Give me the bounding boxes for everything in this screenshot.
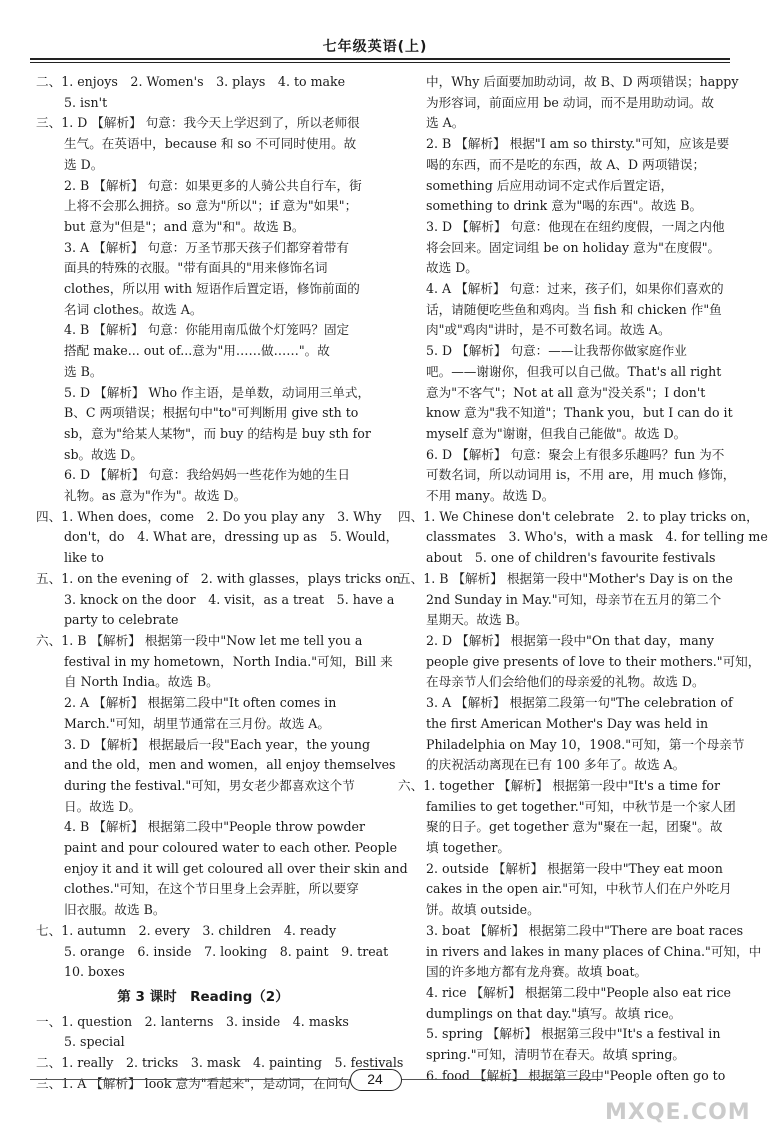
answer-line: 3. D 【解析】 根据最后一段"Each year，the young: [64, 736, 371, 752]
answer-line: 3. A 【解析】 句意：万圣节那天孩子们都穿着带有: [64, 239, 349, 255]
answer-line: 填 together。: [426, 840, 510, 856]
answer-line: 选 A。: [426, 115, 465, 131]
answer-line: about 5. one of children's favourite festivals: [426, 550, 716, 566]
answer-line: 4. rice 【解析】 根据第二段中"People also eat rice: [426, 984, 731, 1000]
answer-line: clothes."可知，在这个节日里身上会弄脏，所以要穿: [64, 881, 359, 897]
answer-line: 在母亲节人们会给他们的母亲爱的礼物。故选 D。: [426, 674, 705, 690]
section-heading: 第 3 课时 Reading（2）: [117, 988, 289, 1005]
answer-line: 选 B。: [64, 363, 103, 379]
answer-line: 四、1. We Chinese don't celebrate 2. to play tricks on，: [398, 508, 759, 524]
answer-line: something 后应用动词不定式作后置定语，: [426, 177, 674, 193]
answer-line: 2. A 【解析】 根据第二段中"It often comes in: [64, 695, 337, 711]
answer-line: 为形容词，前面应用 be 动词，而不是用助动词。故: [426, 94, 714, 110]
answer-line: party to celebrate: [64, 612, 179, 628]
answer-line: enjoy it and it will get coloured all over their skin and: [64, 860, 408, 876]
answer-line: but 意为"但是"；and 意为"和"。故选 B。: [64, 218, 305, 234]
answer-line: in rivers and lakes in many places of China."可知，中: [426, 943, 762, 959]
answer-line: dumplings on that day."填写。故填 rice。: [426, 1005, 682, 1021]
answer-line: sb，意为"给某人某物"，而 buy 的结构是 buy sth for: [64, 425, 371, 441]
answer-line: 4. B 【解析】 根据第二段中"People throw powder: [64, 819, 366, 835]
answer-line: 5. special: [64, 1034, 125, 1050]
answer-line: 七、1. autumn 2. every 3. children 4. ready: [36, 922, 337, 938]
answer-line: 4. B 【解析】 句意：你能用南瓜做个灯笼吗？固定: [64, 322, 350, 338]
answer-line: 旧衣服。故选 B。: [64, 902, 166, 918]
answer-line: 聚的日子。get together 意为"聚在一起，团聚"。故: [426, 819, 723, 835]
answer-line: 6. D 【解析】 句意：聚会上有很多乐趣吗？fun 为不: [426, 446, 725, 462]
answer-line: 自 North India。故选 B。: [64, 674, 219, 690]
answer-line: 肉"或"鸡肉"讲时，是不可数名词。故选 A。: [426, 322, 671, 338]
answer-line: March."可知，胡里节通常在三月份。故选 A。: [64, 715, 330, 731]
page-header: [0, 0, 750, 56]
answer-line: B、C 两项错误；根据句中"to"可判断用 give sth to: [64, 405, 359, 421]
answer-line: 六、1. B 【解析】 根据第一段中"Now let me tell you a: [36, 632, 363, 648]
footer-rule-left: [30, 1079, 348, 1080]
right-column: [398, 72, 768, 1086]
answer-line: 3. D 【解析】 句意：他现在在纽约度假，一周之内他: [426, 218, 725, 234]
answer-line: festival in my hometown，North India."可知，Bill 来: [64, 653, 393, 669]
answer-line: paint and pour coloured water to each other. People: [64, 840, 398, 856]
answer-line: 意为"不客气"；Not at all 意为"没关系"；I don't: [426, 384, 706, 400]
answer-line: 四、1. When does，come 2. Do you play any 3. Why: [36, 508, 382, 524]
answer-line: 一、1. question 2. lanterns 3. inside 4. masks: [36, 1013, 349, 1029]
answer-line: 2. B 【解析】 句意：如果更多的人骑公共自行车，街: [64, 177, 362, 193]
answer-line: 将会回来。固定词组 be on holiday 意为"在度假"。: [426, 239, 721, 255]
answer-line: 三、1. A 【解析】 look 意为"看起来"，是动词，在问句: [36, 1075, 351, 1091]
answer-line: 5. orange 6. inside 7. looking 8. paint 9. treat: [64, 943, 389, 959]
watermark-logo: MXQE.COM: [605, 1100, 751, 1125]
answer-line: 故选 D。: [426, 260, 478, 276]
answer-line: don't，do 4. What are，dressing up as 5. Would，: [64, 529, 399, 545]
answer-line: 6. food 【解析】 根据第三段中"People often go to: [426, 1067, 726, 1083]
header-rule: [30, 58, 730, 60]
answer-line: spring."可知，清明节在春天。故填 spring。: [426, 1047, 686, 1063]
answer-line: 日。故选 D。: [64, 798, 142, 814]
answer-line: 话，请随便吃些鱼和鸡肉。当 fish 和 chicken 作"鱼: [426, 301, 722, 317]
answer-line: 吧。——谢谢你，但我可以自己做。That's all right: [426, 363, 722, 379]
answer-line: 2nd Sunday in May."可知，母亲节在五月的第二个: [426, 591, 722, 607]
answer-line: 5. isn't: [64, 94, 108, 110]
answer-line: 国的许多地方都有龙舟赛。故填 boat。: [426, 964, 648, 980]
answer-line: 6. D 【解析】 句意：我给妈妈一些花作为她的生日: [64, 467, 350, 483]
answer-line: 二、1. enjoys 2. Women's 3. plays 4. to make: [36, 74, 346, 89]
answer-line: 2. D 【解析】 根据第一段中"On that day，many: [426, 632, 714, 648]
answer-line: 的庆祝活动离现在已有 100 多年了。故选 A。: [426, 757, 686, 773]
answer-line: 生气。在英语中，because 和 so 不可同时使用。故: [64, 136, 357, 152]
answer-line: like to: [64, 550, 104, 566]
answer-line: 三、1. D 【解析】 句意：我今天上学迟到了，所以老师很: [36, 115, 360, 131]
answer-line: 不用 many。故选 D。: [426, 488, 555, 504]
footer-rule-right: [402, 1079, 602, 1080]
answer-line: 二、1. really 2. tricks 3. mask 4. painting 5. festivals: [36, 1055, 404, 1071]
answer-line: Philadelphia on May 10，1908."可知，第一个母亲节: [426, 736, 745, 752]
answer-line: know 意为"我不知道"；Thank you，but I can do it: [426, 405, 733, 421]
answer-line: 喝的东西，而不是吃的东西，故 A、D 两项错误；: [426, 156, 706, 172]
answer-line: clothes，所以用 with 短语作后置定语，修饰前面的: [64, 281, 360, 297]
page-number: 24: [367, 1071, 383, 1087]
answer-line: classmates 3. Who's，with a mask 4. for telling me: [426, 529, 768, 545]
answer-line: 五、1. B 【解析】 根据第一段中"Mother's Day is on the: [398, 570, 733, 586]
answer-line: 选 D。: [64, 156, 104, 172]
answer-line: 六、1. together 【解析】 根据第一段中"It's a time for: [398, 777, 720, 793]
answer-line: families to get together."可知，中秋节是一个家人团: [426, 798, 736, 814]
answer-line: cakes in the open air."可知，中秋节人们在户外吃月: [426, 881, 732, 897]
answer-line: 10. boxes: [64, 964, 125, 980]
answer-line: myself 意为"谢谢，但我自己能做"。故选 D。: [426, 425, 687, 441]
answer-line: something to drink 意为"喝的东西"。故选 B。: [426, 198, 703, 214]
answer-line: 面具的特殊的衣服。"带有面具的"用来修饰名词: [64, 260, 328, 276]
answer-line: during the festival."可知，男女老少都喜欢这个节: [64, 777, 355, 793]
answer-line: 名词 clothes。故选 A。: [64, 301, 203, 317]
answer-line: 星期天。故选 B。: [426, 612, 528, 628]
answer-line: 可数名词，所以动词用 is，不用 are，用 much 修饰，: [426, 467, 736, 483]
answer-line: 中，Why 后面要加助动词，故 B、D 两项错误；happy: [426, 74, 739, 89]
answer-line: 3. boat 【解析】 根据第二段中"There are boat races: [426, 922, 744, 938]
answer-line: 五、1. on the evening of 2. with glasses，plays tricks on: [36, 570, 401, 586]
answer-line: 2. B 【解析】 根据"I am so thirsty."可知，应该是要: [426, 136, 730, 152]
header-rule-thin: [30, 62, 730, 63]
answer-line: sb。故选 D。: [64, 446, 143, 462]
answer-line: 饼。故填 outside。: [426, 902, 540, 918]
page-title: 七年级英语(上): [322, 39, 428, 55]
answer-line: 搭配 make... out of...意为"用……做……"。故: [64, 343, 330, 359]
answer-line: and the old，men and women，all enjoy themselves: [64, 757, 396, 773]
answer-line: the first American Mother's Day was held in: [426, 715, 709, 731]
answer-line: 2. outside 【解析】 根据第一段中"They eat moon: [426, 860, 723, 876]
answer-line: 3. A 【解析】 根据第二段第一句"The celebration of: [426, 695, 733, 711]
answer-line: 5. D 【解析】 Who 作主语，是单数，动词用三单式，: [64, 384, 371, 400]
answer-line: 4. A 【解析】 句意：过来，孩子们，如果你们喜欢的: [426, 281, 724, 297]
answer-line: people give presents of love to their mothers."可知，: [426, 653, 761, 669]
answer-line: 5. D 【解析】 句意：——让我帮你做家庭作业: [426, 343, 687, 359]
answer-line: 5. spring 【解析】 根据第三段中"It's a festival in: [426, 1026, 721, 1042]
answer-line: 上将不会那么拥挤。so 意为"所以"；if 意为"如果"；: [64, 198, 358, 214]
answer-line: 礼物。as 意为"作为"。故选 D。: [64, 488, 247, 504]
answer-line: 3. knock on the door 4. visit，as a treat 5. have a: [64, 591, 395, 607]
